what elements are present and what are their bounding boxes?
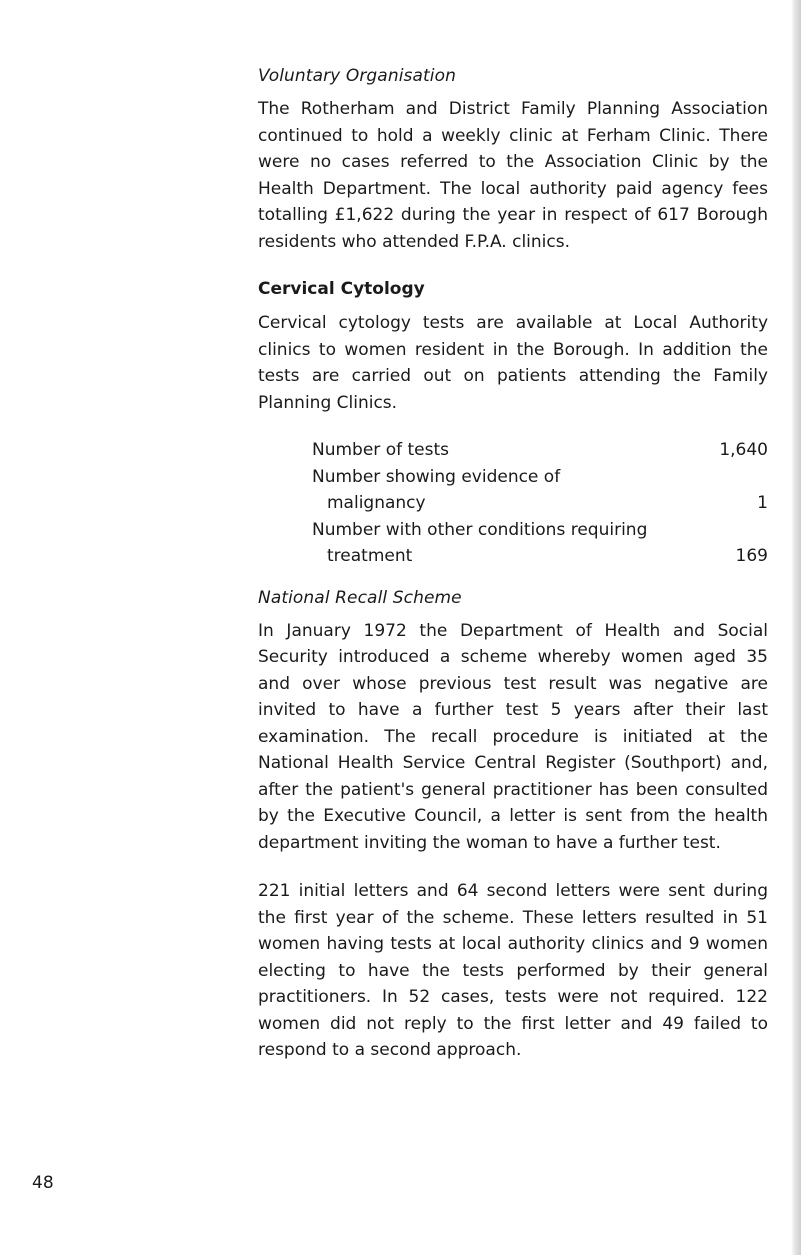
stat-value: 169 bbox=[735, 546, 768, 566]
voluntary-organisation-paragraph: The Rotherham and District Family Planning Association continued to hold a weekly clinic at Ferham Clinic. There were no cases referred to the Association Clinic by the Health Department. The local authority paid agency fees totalling £1,622 during the year in respect of 617 Borough residents who attended F.P.A. clinics. bbox=[258, 99, 768, 252]
stat-label-continued: treatment bbox=[327, 546, 413, 566]
stat-row-other-conditions bbox=[312, 543, 768, 570]
stat-row-malignancy bbox=[312, 490, 768, 517]
cytology-statistics bbox=[312, 437, 768, 570]
stat-value: 1,640 bbox=[719, 440, 768, 460]
stat-label-continued: malignancy bbox=[327, 493, 426, 513]
voluntary-organisation-heading: Voluntary Organisation bbox=[258, 66, 456, 86]
stat-label: Number showing evidence of bbox=[312, 466, 561, 487]
stat-value: 1 bbox=[757, 493, 768, 513]
stat-row-tests bbox=[312, 437, 768, 464]
page-number: 48 bbox=[32, 1173, 54, 1193]
national-recall-heading: National Recall Scheme bbox=[258, 587, 462, 608]
stat-label: Number of tests bbox=[312, 440, 449, 460]
national-recall-paragraph-2: 221 initial letters and 64 second letters were sent during the first year of the scheme. These letters resulted in 51 women having tests at local authority clinics and 9 women electing to have the tests performed by their general practitioners. In 52 cases, tests were not required. 122 women did not reply to the first letter and 49 failed to respond to a second approach. bbox=[258, 881, 768, 1060]
cervical-cytology-heading: Cervical Cytology bbox=[258, 279, 425, 299]
page-content bbox=[258, 66, 768, 1064]
page-edge-shadow bbox=[791, 0, 801, 1255]
cervical-cytology-paragraph: Cervical cytology tests are available at Local Authority clinics to women resident in the Borough. In addition the tests are carried out on patients attending the Family Planning Clinics. bbox=[258, 313, 768, 413]
national-recall-paragraph-1: In January 1972 the Department of Health and Social Security introduced a scheme whereby women aged 35 and over whose previous test result was negative are invited to have a further test 5 years after their last examination. The recall procedure is initiated at the National Health Service Central Register (Southport) and, after the patient's general practitioner has been consulted by the Executive Council, a letter is sent from the health department inviting the woman to have a further test. bbox=[258, 620, 768, 853]
stat-label: Number with other conditions requiring bbox=[312, 519, 648, 540]
